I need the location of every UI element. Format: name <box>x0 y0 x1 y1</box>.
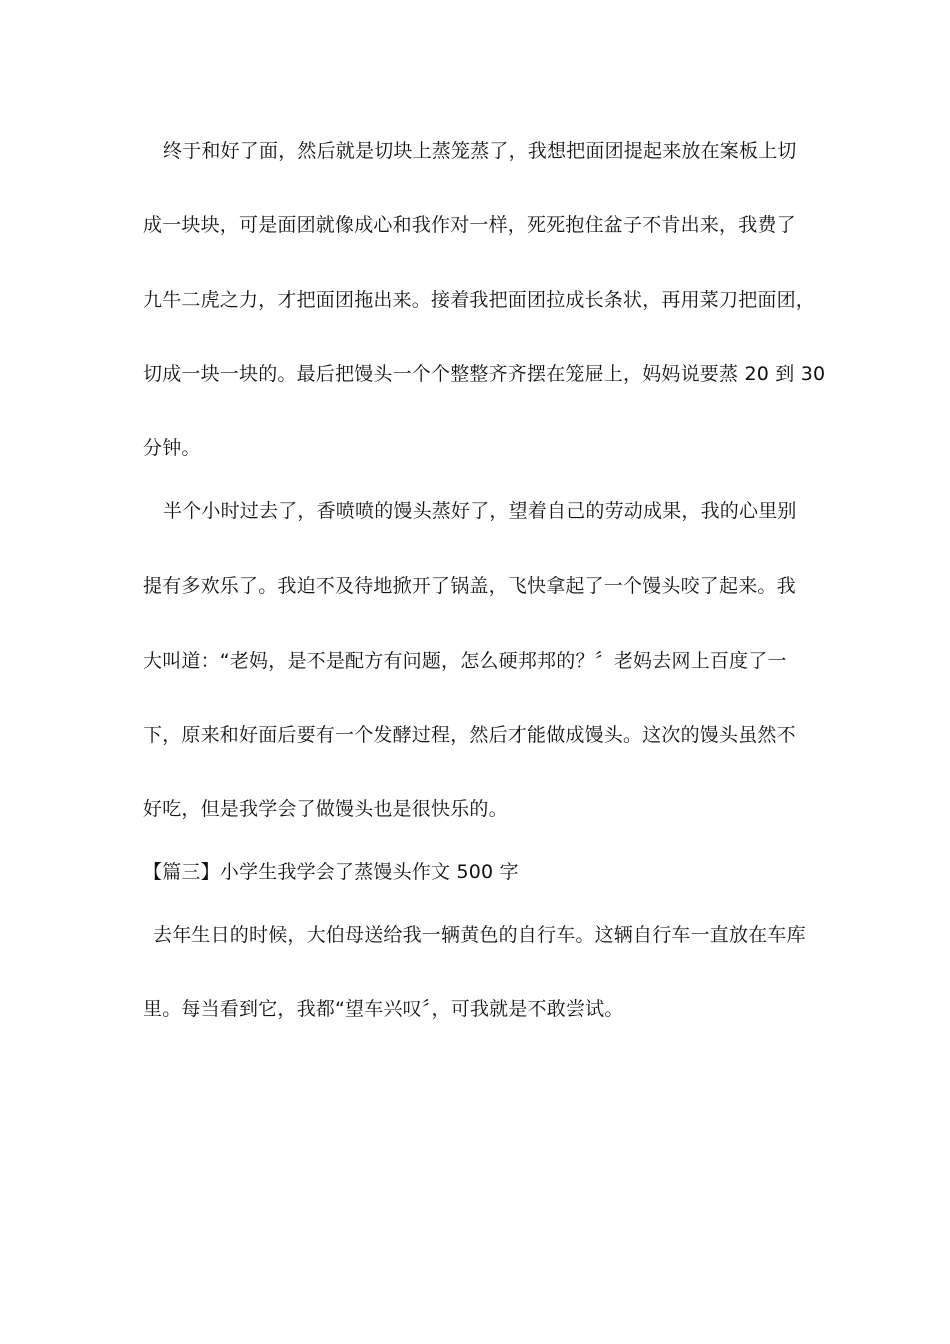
paragraph-line: 半个小时过去了，香喷喷的馒头蒸好了，望着自己的劳动成果，我的心里别 <box>163 500 797 522</box>
paragraph-line: 成一块块，可是面团就像成心和我作对一样，死死抱住盆子不肯出来，我费了 <box>143 214 796 236</box>
paragraph-line: 分钟。 <box>143 437 201 459</box>
section-heading: 【篇三】小学生我学会了蒸馒头作文 500 字 <box>143 861 519 883</box>
paragraph-line: 去年生日的时候，大伯母送给我一辆黄色的自行车。这辆自行车一直放在车库 <box>153 924 806 946</box>
paragraph-line: 九牛二虎之力，才把面团拖出来。接着我把面团拉成长条状，再用菜刀把面团， <box>143 289 816 311</box>
paragraph-line: 里。每当看到它，我都“望车兴叹〞，可我就是不敢尝试。 <box>143 998 624 1020</box>
paragraph-line: 下，原来和好面后要有一个发酵过程，然后才能做成馒头。这次的馒头虽然不 <box>143 724 796 746</box>
paragraph-line: 切成一块一块的。最后把馒头一个个整整齐齐摆在笼屉上，妈妈说要蒸 20 到 30 <box>143 363 826 385</box>
paragraph-line: 好吃，但是我学会了做馒头也是很快乐的。 <box>143 798 508 820</box>
paragraph-line: 提有多欢乐了。我迫不及待地掀开了锅盖，飞快拿起了一个馒头咬了起来。我 <box>143 575 796 597</box>
paragraph-line: 终于和好了面，然后就是切块上蒸笼蒸了，我想把面团提起来放在案板上切 <box>163 140 797 162</box>
paragraph-line: 大叫道：“老妈，是不是配方有问题，怎么硬邦邦的？〞老妈去网上百度了一 <box>143 650 787 672</box>
